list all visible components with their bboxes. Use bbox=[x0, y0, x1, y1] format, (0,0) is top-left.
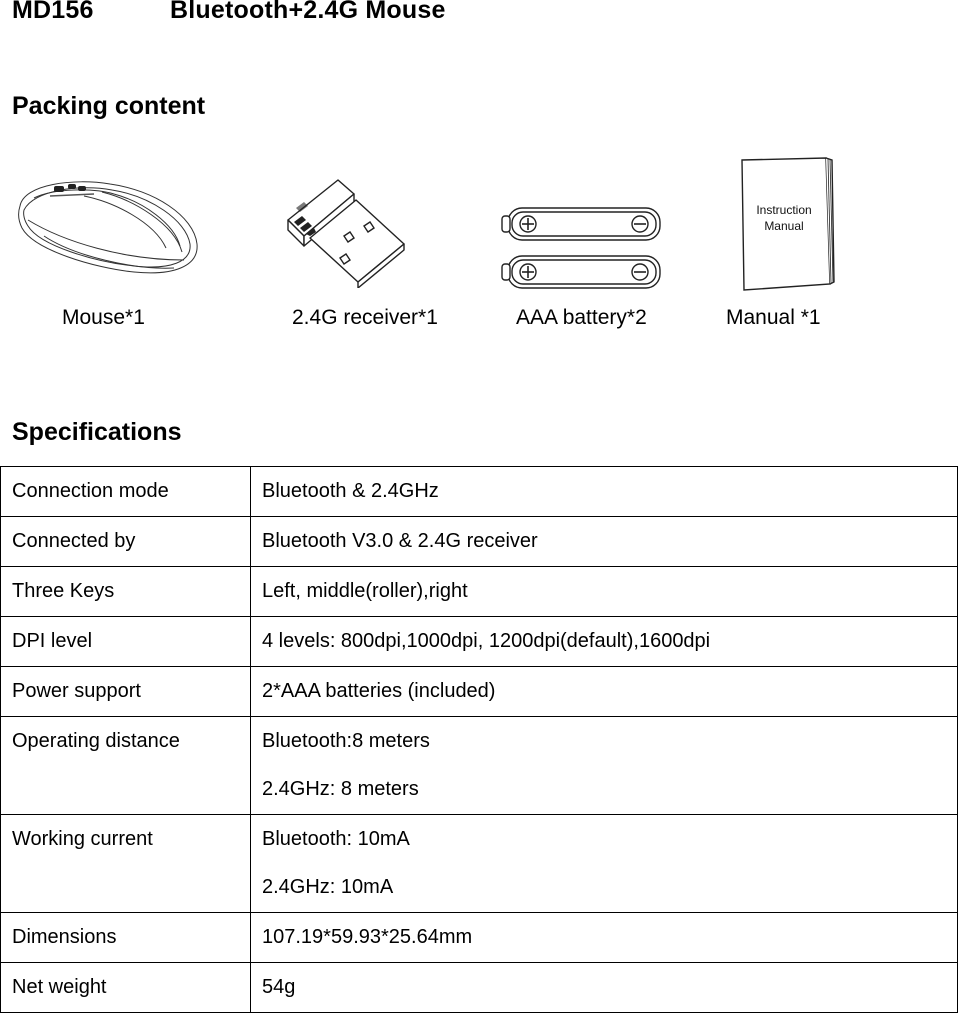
caption-mouse: Mouse*1 bbox=[62, 306, 145, 329]
spec-label: Working current bbox=[1, 815, 251, 913]
table-row bbox=[1, 517, 958, 567]
manual-cover-line1: Instruction bbox=[756, 203, 812, 217]
manual-cover-line2: Manual bbox=[764, 219, 804, 233]
spec-value: Left, middle(roller),right bbox=[251, 567, 958, 617]
table-row bbox=[1, 815, 958, 913]
model-number: MD156 bbox=[12, 0, 94, 24]
battery-icon bbox=[498, 206, 666, 292]
spec-value: Bluetooth V3.0 & 2.4G receiver bbox=[251, 517, 958, 567]
table-row bbox=[1, 617, 958, 667]
table-row bbox=[1, 717, 958, 815]
product-name: Bluetooth+2.4G Mouse bbox=[170, 0, 446, 24]
specifications-heading: Specifications bbox=[12, 418, 182, 446]
spec-value: 107.19*59.93*25.64mm bbox=[251, 913, 958, 963]
table-row bbox=[1, 467, 958, 517]
spec-value: 2*AAA batteries (included) bbox=[251, 667, 958, 717]
spec-label: Operating distance bbox=[1, 717, 251, 815]
manual-booklet-icon bbox=[736, 156, 840, 296]
spec-value-secondary: 2.4GHz: 8 meters bbox=[262, 778, 419, 800]
table-row bbox=[1, 567, 958, 617]
spec-value-cell bbox=[251, 717, 958, 815]
usb-receiver-icon bbox=[284, 178, 408, 288]
table-row bbox=[1, 913, 958, 963]
spec-label: Three Keys bbox=[1, 567, 251, 617]
spec-value-secondary: 2.4GHz: 10mA bbox=[262, 876, 394, 898]
spec-label: Dimensions bbox=[1, 913, 251, 963]
spec-label: Net weight bbox=[1, 963, 251, 1013]
spec-value: Bluetooth:8 meters bbox=[262, 730, 430, 752]
spec-label: Connection mode bbox=[1, 467, 251, 517]
caption-receiver: 2.4G receiver*1 bbox=[292, 306, 438, 329]
table-row bbox=[1, 963, 958, 1013]
table-row bbox=[1, 667, 958, 717]
specifications-table bbox=[0, 466, 958, 1013]
spec-value: 54g bbox=[251, 963, 958, 1013]
spec-label: DPI level bbox=[1, 617, 251, 667]
mouse-icon bbox=[14, 176, 200, 278]
caption-battery: AAA battery*2 bbox=[516, 306, 647, 329]
packing-content-heading: Packing content bbox=[12, 92, 206, 120]
caption-manual: Manual *1 bbox=[726, 306, 821, 329]
spec-label: Power support bbox=[1, 667, 251, 717]
spec-value-cell bbox=[251, 815, 958, 913]
spec-label: Connected by bbox=[1, 517, 251, 567]
spec-value: Bluetooth: 10mA bbox=[262, 828, 410, 850]
spec-value: Bluetooth & 2.4GHz bbox=[251, 467, 958, 517]
spec-value: 4 levels: 800dpi,1000dpi, 1200dpi(default),1600dpi bbox=[251, 617, 958, 667]
document-title bbox=[12, 0, 446, 25]
